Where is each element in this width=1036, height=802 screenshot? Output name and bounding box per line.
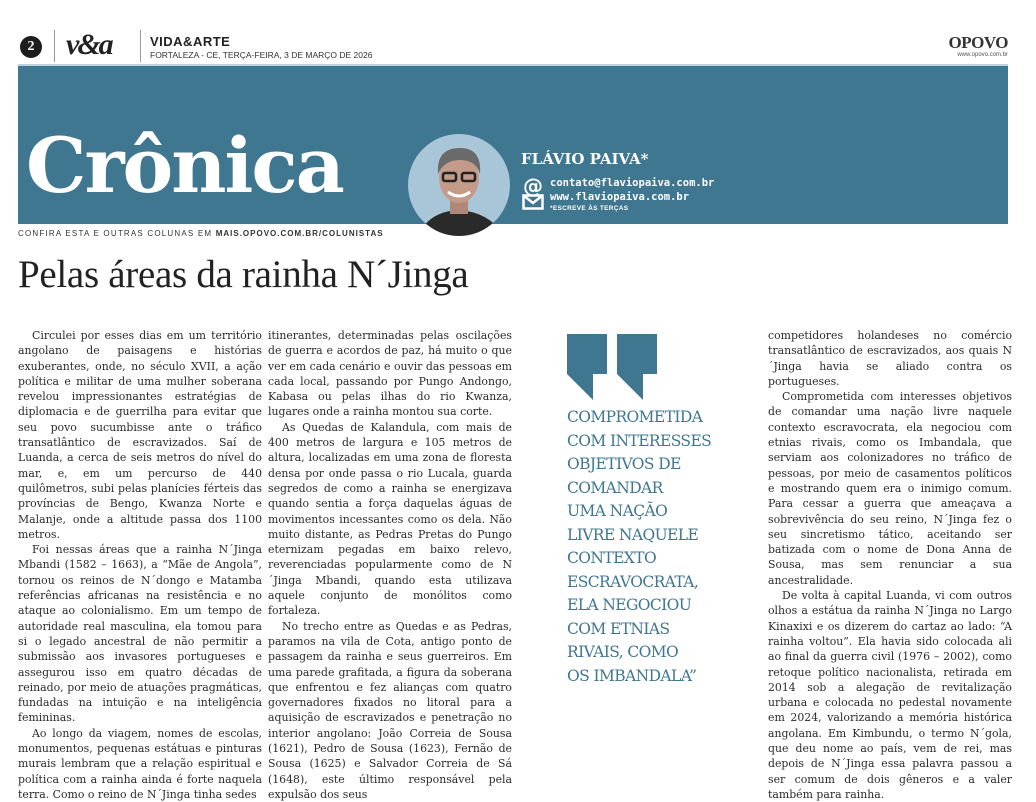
- article-column-1: [18, 328, 262, 802]
- section-name: VIDA&ARTE: [150, 34, 231, 49]
- pull-quote-line: RIVAIS, COMO: [567, 643, 679, 661]
- pull-quote-line: COMANDAR: [567, 478, 663, 497]
- brand-logo: OPOVO: [948, 33, 1008, 52]
- paragraph: Foi nessas áreas que a rainha N´Jinga Mbandi (1582 – 1663), a “Mãe de Angola”, tornou os reinos de N´dongo e Matamba referências africanas na resistência e no ataque ao colonialismo. Em um tempo de autoridade real masculina, ela tomou para si o legado ancestral de não permitir a submissão aos invasores portugueses e assegurou isso em quatro décadas de reinado, por meio de atuações pragmáticas, fundadas na intuição e na inteligência femininas.: [18, 543, 262, 725]
- author-name: FLÁVIO PAIVA*: [521, 150, 649, 168]
- article-column-4: [768, 328, 1012, 802]
- headline: Pelas áreas da rainha N´Jinga: [18, 253, 469, 296]
- paragraph: As Quedas de Kalandula, com mais de 400 metros de largura e 105 metros de altura, localizadas em uma zona de floresta densa por onde passa o rio Lucala, guarda segredos de como a rainha se energizava quando sentia a força daquelas águas de movimentos incessantes como os dela. Não muito distante, as Pedras Pretas do Pungo eternizam pegadas em baixo relevo, reverenciadas popularmente como de N´Jinga Mbandi, quando esta utilizava aquele conjunto de monólitos como fortaleza.: [268, 420, 512, 618]
- pull-quote-line: OS IMBANDALA”: [567, 666, 697, 685]
- pull-quote-line: ELA NEGOCIOU: [567, 596, 692, 614]
- pull-quote: [567, 406, 737, 688]
- page-header: [0, 0, 1036, 66]
- author-email[interactable]: contato@flaviopaiva.com.br: [550, 177, 715, 189]
- pull-quote-line: ESCRAVOCRATA,: [567, 572, 699, 591]
- pull-quote-line: OBJETIVOS DE: [567, 455, 681, 473]
- divider: [54, 30, 55, 62]
- date-line: FORTALEZA - CE, TERÇA-FEIRA, 3 DE MARÇO DE 2026: [150, 50, 373, 60]
- pull-quote-line: UMA NAÇÃO: [567, 502, 668, 520]
- paragraph: Ao longo da viagem, nomes de escolas, monumentos, pequenas estátuas e pinturas murais lembram que a relação espiritual e política com a rainha ainda é forte naquela terra. Como o reino de N´Jinga tinha sedes: [18, 726, 262, 801]
- pull-quote-line: COMPROMETIDA: [567, 408, 703, 426]
- brand-url[interactable]: www.opovo.com.br: [957, 52, 1008, 58]
- column-banner: [18, 66, 1008, 224]
- promo-line: [18, 229, 384, 238]
- paragraph: De volta à capital Luanda, vi com outros olhos a estátua da rainha N´Jinga no Largo Kinaxixi e os dizerem do cartaz ao lado: “A rainha voltou”. Ela havia sido colocada ali ao final da guerra civil (1976 – 2002), como retoque político nacionalista, retirada em 2014 sob a alegação de revitalização urbana e colocada no pedestal novamente em 2024, valorizando a memória histórica angolana. Em Kimbundu, o termo N´gola, que deu nome ao país, vem de rei, mas depois de N´Jinga essa palavra passou a ser comum de dois gêneros e a valer também para rainha.: [768, 589, 1012, 801]
- author-website[interactable]: www.flaviopaiva.com.br: [550, 191, 690, 203]
- page-number: 2: [20, 36, 42, 58]
- pull-quote-line: LIVRE NAQUELE: [567, 525, 699, 544]
- paragraph: No trecho entre as Quedas e as Pedras, paramos na vila de Cota, antigo ponto de passagem da rainha e seus guerreiros. Em uma parede grafitada, a figura da soberana que enfrentou e fez alianças com quatro governadores fixados no litoral para a aquisição de escravizados e penetração no interior angolano: João Correia de Sousa (1621), Pedro de Sousa (1623), Fernão de Sousa (1625) e Salvador Correia de Sá (1648), este último responsável pela expulsão dos seus: [268, 619, 512, 801]
- promo-link[interactable]: MAIS.OPOVO.COM.BR/COLUNISTAS: [215, 229, 384, 238]
- section-logo: v&a: [66, 28, 112, 61]
- at-icon: @: [523, 174, 543, 198]
- paragraph: Comprometida com interesses objetivos de comandar uma nação livre naquele contexto escravocrata, ela negociou com etnias rivais, como os Imbandala, que serviam aos colonizadores no tráfico de pessoas, por meio de casamentos políticos e mostrando quem era o inimigo comum. Para cessar a guerra que ameaçava a sobrevivência do seu reino, N´Jinga fez o seu sincretismo tático, aceitando ser batizada com o nome de Dona Anna de Sousa, mas sem renunciar a sua ancestralidade.: [768, 390, 1012, 587]
- schedule-note: *ESCREVE ÀS TERÇAS: [550, 205, 629, 212]
- quote-icon: [567, 334, 659, 400]
- pull-quote-line: COM INTERESSES: [567, 431, 712, 450]
- divider: [140, 30, 141, 62]
- pull-quote-line: CONTEXTO: [567, 549, 657, 567]
- pull-quote-line: COM ETNIAS: [567, 619, 670, 638]
- promo-text: CONFIRA ESTA E OUTRAS COLUNAS EM: [18, 229, 216, 238]
- author-photo: [408, 134, 510, 236]
- mail-icon: [522, 194, 544, 210]
- paragraph: competidores holandeses no comércio transatlântico de escravizados, aos quais N´Jinga havia se aliado contra os portugueses.: [768, 329, 1012, 388]
- paragraph: itinerantes, determinadas pelas oscilações de guerra e acordos de paz, há muito o que ver em cada cenário e ouvir das pessoas em cada local, passando por Pungo Andongo, Kabasa ou pelas ilhas do rio Kwanza, lugares onde a rainha montou sua corte.: [268, 329, 512, 419]
- column-title: Crônica: [26, 121, 343, 210]
- paragraph: Circulei por esses dias em um território angolano de paisagens e histórias exuberantes, onde, no século XVII, a ação política e militar de uma mulher soberana revelou impressionantes estratégias de diplomacia e de guerrilha para evitar que seu povo sucumbisse ante o tráfico transatlântico de escravizados. Saí de Luanda, a cerca de seis metros do nível do mar, e, em um percurso de 440 quilômetros, subi pelas planícies férteis das províncias de Bengo, Kwanza Norte e Malanje, onde a altitude passa dos 1100 metros.: [18, 329, 262, 541]
- article-column-2: [268, 328, 512, 802]
